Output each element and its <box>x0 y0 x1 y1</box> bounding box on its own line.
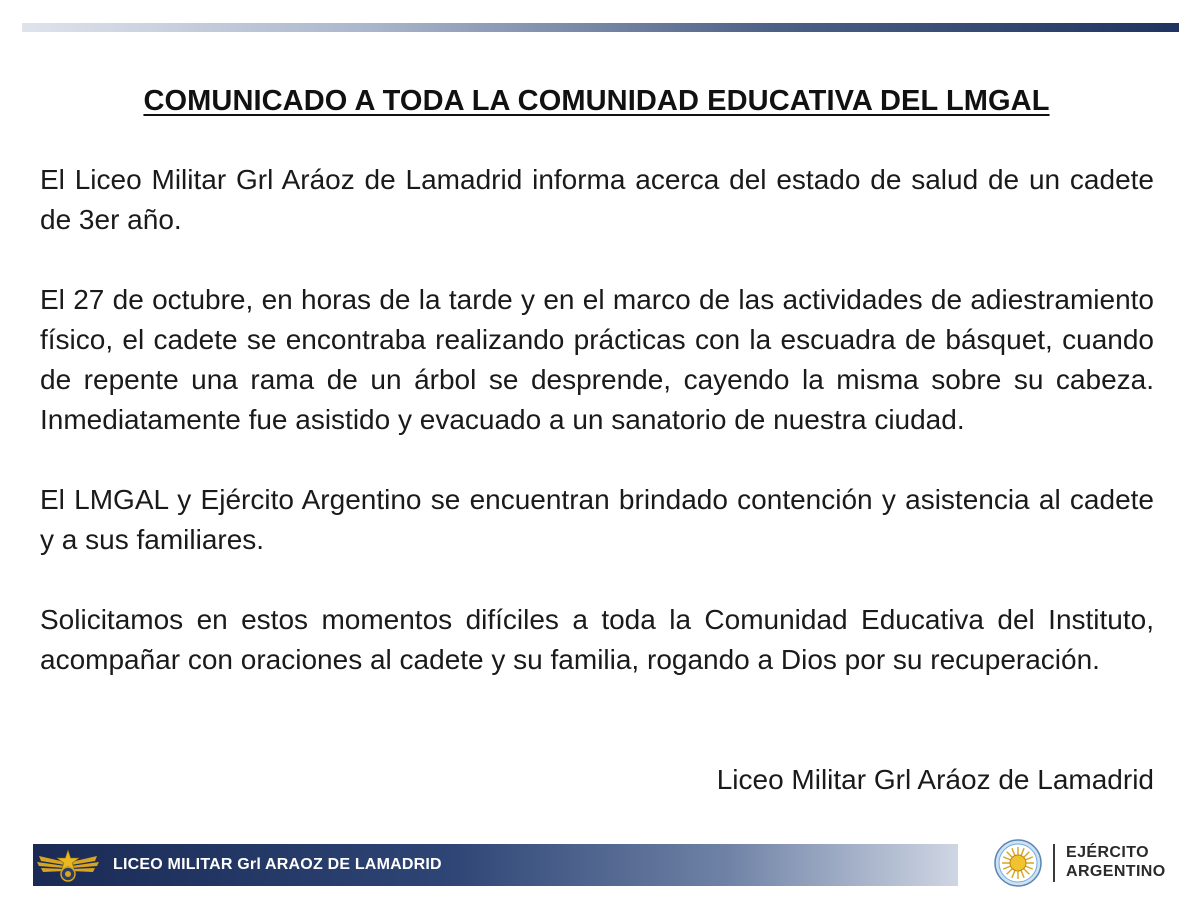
winged-star-emblem-icon <box>35 844 101 886</box>
page-title: COMUNICADO A TODA LA COMUNIDAD EDUCATIVA DEL LMGAL <box>143 85 1050 117</box>
paragraph-1: El Liceo Militar Grl Aráoz de Lamadrid informa acerca del estado de salud de un cadete de 3er año. <box>40 164 1154 235</box>
army-wordmark <box>1066 843 1166 881</box>
top-header-rule <box>22 23 1179 32</box>
army-divider <box>1053 844 1055 882</box>
communique-body <box>40 160 1154 680</box>
sun-seal-icon <box>993 838 1043 888</box>
army-line-1: EJÉRCITO <box>1066 844 1149 861</box>
paragraph-3: El LMGAL y Ejército Argentino se encuentran brindado contención y asistencia al cadete y a sus familiares. <box>40 484 1154 555</box>
army-line-2: ARGENTINO <box>1066 863 1166 880</box>
signature: Liceo Militar Grl Aráoz de Lamadrid <box>716 764 1154 795</box>
footer-band <box>33 844 958 886</box>
paragraph-2: El 27 de octubre, en horas de la tarde y en el marco de las actividades de adiestramiento físico, el cadete se encontraba realizando prácticas con la escuadra de básquet, cuando de repente una rama de un árbol se desprende, cayendo la misma sobre su cabeza. Inmediatamente fue asistido y evacuado a un sanatorio de nuestra ciudad. <box>40 284 1154 435</box>
paragraph-4: Solicitamos en estos momentos difíciles a toda la Comunidad Educativa del Instituto, acompañar con oraciones al cadete y su familia, rogando a Dios por su recuperación. <box>40 604 1154 675</box>
institution-label: LICEO MILITAR Grl ARAOZ DE LAMADRID <box>113 856 442 873</box>
